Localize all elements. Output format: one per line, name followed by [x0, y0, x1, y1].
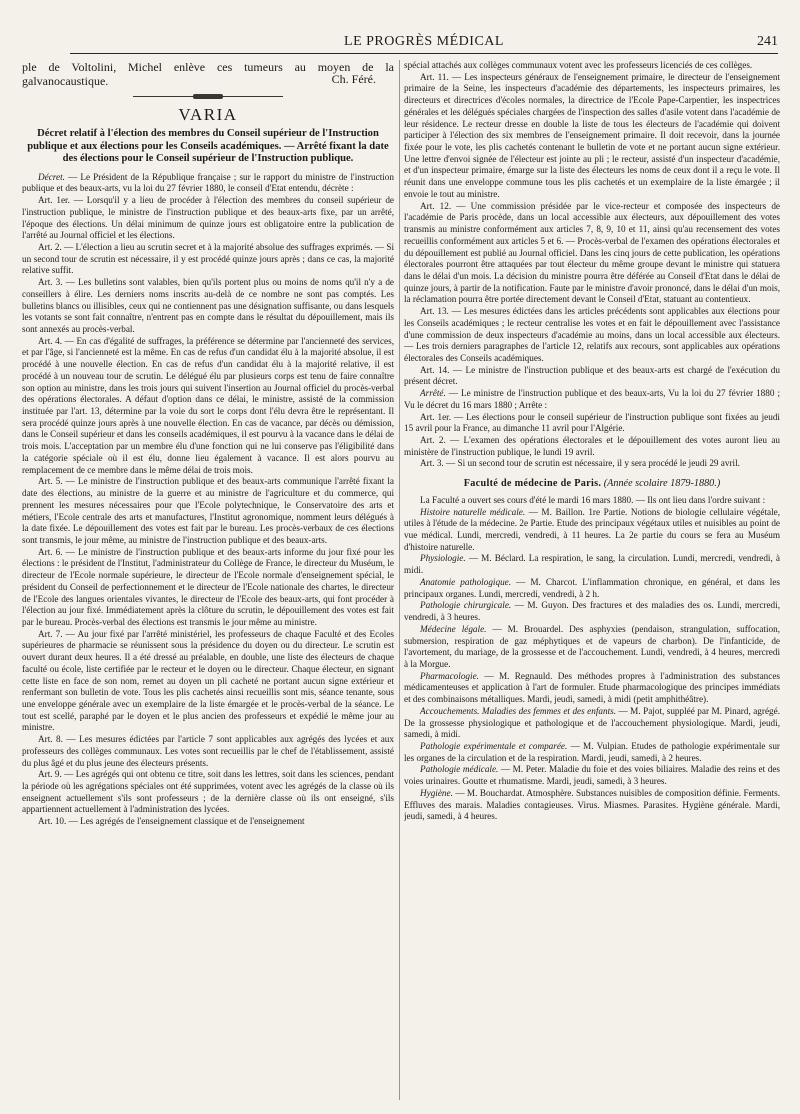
decree-continuation: spécial attachés aux collèges communaux votent avec les professeurs licenciés de ces collèges.: [404, 60, 753, 70]
course-item: [404, 577, 780, 600]
course-item: [404, 671, 780, 706]
section-divider-ornament: [133, 94, 283, 99]
course-text: — M. Guyon. Des fractures et des maladies des os. Lundi, mercredi, vendredi, à 3 heures.: [404, 600, 780, 623]
decree-article-7: Art. 7. — Au jour fixé par l'arrêté ministériel, les professeurs de chaque Faculté et des Ecoles supérieures de pharmacie se réunissent sous la présidence du doyen ou du directeur. Le scrutin est ouvert durant deux heures. Il a été dressé au préalable, en double, une liste des électeurs de chaque faculté ou école, liste certifiée par le recteur et le doyen ou le directeur. Chaque électeur, en signant cette liste en face de son nom, remet au doyen un pli cacheté ne portant aucun signe extérieur et renfermant son bulletin de vote. Tous les plis cachetés ainsi recueillis sont mis, séance tenante, sous une enveloppe générale avec un exemplaire de la liste émargée et le procès-verbal de la séance. Le tout est scellé, paraphé par le doyen et le plus ancien des professeurs et expédié le même jour au ministre.: [22, 628, 394, 733]
arrete-article-2: Art. 2. — L'examen des opérations électorales et le dépouillement des votes auront lieu au ministère de l'instruction publique, le lundi 19 avril.: [404, 435, 780, 457]
course-item: [404, 764, 780, 787]
course-item: [404, 706, 780, 741]
course-name: Anatomie pathologique.: [420, 576, 512, 587]
decree-article-13: Art. 13. — Les mesures édictées dans les articles précédents sont applicables aux élections pour les Conseils académiques ; le recteur centralise les votes et en fait le dépouillement avec l'assistance d'une commission de deux inspecteurs d'académie au moins, dans un local accessible aux électeurs. — Les trois derniers paragraphes de l'article 12, relatifs aux recours, sont applicables aux opérations électorales des Conseils académiques.: [404, 306, 780, 363]
course-name: Pathologie médicale.: [420, 764, 499, 775]
intro-signature: Ch. Féré.: [331, 72, 376, 86]
course-name: Pharmacologie.: [420, 670, 479, 681]
decree-lead-paragraph: [22, 172, 394, 195]
course-item: [404, 788, 780, 823]
arrete-article-3: Art. 3. — Si un second tour de scrutin est nécessaire, il y sera procédé le jeudi 29 avril.: [420, 458, 740, 469]
course-text: — M. Regnauld. Des méthodes propres à l'administration des substances médicamenteuses et application à l'art de formuler. Etude pharmacologique des principes immédiats et des combinaisons métalliques. Mardi, jeudi, samedi, à midi (petit amphithéâtre).: [404, 670, 780, 705]
journal-title: LE PROGRÈS MÉDICAL: [344, 34, 504, 49]
course-item: [404, 600, 780, 623]
decree-lead: Décret.: [38, 171, 65, 182]
right-column: [404, 60, 780, 1100]
decree-article-9: Art. 9. — Les agrégés qui ont obtenu ce titre, soit dans les lettres, soit dans les sciences, pendant la période où les agrégations spéciales ont été supprimées, votent avec les agrégés de la classe où ils enseignent actuellement s'ils sont professeurs ; de la dernière classe où ils ont enseigné, s'ils appartiennent actuellement à l'administration des lycées.: [22, 769, 394, 815]
course-name: Médecine légale.: [420, 623, 487, 634]
decree-article-6: Art. 6. — Le ministre de l'instruction publique et des beaux-arts informe du jour fixé pour les élections : le président de l'Institut, l'administrateur du Collège de France, le directeur du Muséum, le directeur de l'Ecole normale supérieure, le directeur de l'Ecole normale d'enseignement spécial, le président du Conseil de perfectionnement et le directeur de l'Ecole nationale des chartes, le directeur de l'Ecole des langues orientales vivantes, le directeur de l'Ecole des beaux-arts, qui font procéder à l'élection au jour fixé. Immédiatement après la clôture du scrutin, le dépouillement des votes est fait par le bureau. Procès-verbal des élections est transmis le jour même au ministre.: [22, 546, 394, 627]
course-name: Pathologie chirurgicale.: [420, 600, 512, 611]
course-name: Accouchements. Maladies des femmes et des enfants.: [420, 705, 617, 716]
course-name: Physiologie.: [420, 553, 466, 564]
decree-article-12: Art. 12. — Une commission présidée par le vice-recteur et composée des inspecteurs de l'académie de Paris procède, dans un local accessible aux électeurs, aux dépouillement des votes transmis au ministre conformément aux articles 7, 8, 9, 10 et 11, ainsi qu'au recensement des votes recueillis conformément aux articles 5 et 6. — Procès-verbal de l'examen des opérations électorales et du dépouillement est publié au Journal officiel. Dans les cinq jours de cette publication, les opérations électorales pourront être attaquées par tout électeur du même groupe devant le ministre qui statuera dans le délai d'un mois. La décision du ministre pourra être déférée au Conseil d'Etat dans le délai de quinze jours, à partir de la notification. Faute par le ministre d'avoir prononcé, dans le délai d'un mois, la réclamation pourra être portée directement devant le Conseil d'Etat, statuant au contentieux.: [404, 200, 780, 305]
decree-lead-text: — Le Président de la République française ; sur le rapport du ministre de l'instruction publique et des beaux-arts, vu la loi du 27 février 1880, le conseil d'Etat entendu, décrète :: [22, 171, 394, 194]
course-text: — M. Béclard. La respiration, le sang, la circulation. Lundi, mercredi, vendredi, à midi.: [404, 553, 780, 576]
decree-title: Décret relatif à l'élection des membres du Conseil supérieur de l'Instruction publique et aux élections pour les Conseils académiques. — Arrêté fixant la date des élections pour le Conseil supérieur de l'Instruction publique.: [27, 128, 389, 165]
decree-article-3: Art. 3. — Les bulletins sont valables, bien qu'ils portent plus ou moins de noms qu'il n'y a de conseillers à élire. Les derniers noms inscrits au-delà de ce nombre ne sont pas comptés. Les bulletins blancs ou illisibles, ceux qui ne contiennent pas une désignation suffisante, ou dans lesquels les votants se sont fait connaître, n'entrent pas en compte dans le résultat du dépouillement, mais ils sont annexés au procès-verbal.: [22, 277, 394, 334]
course-text: — M. Vulpian. Etudes de pathologie expérimentale sur les organes de la circulation et de la respiration. Mardi, jeudi, samedi, à 2 heures.: [404, 740, 780, 763]
course-text: — M. Brouardel. Des asphyxies (pendaison, strangulation, suffocation, submersion, respiration de gaz méphytiques et de vapeurs de charbon). De l'infanticide, de l'avortement, du mariage, de la grossesse et de l'accouchement. Lundi, vendredi, à 4 heures, mercredi à la Morgue.: [404, 623, 780, 669]
page-number: 241: [757, 34, 778, 49]
decree-article-11: Art. 11. — Les inspecteurs généraux de l'enseignement primaire, le directeur de l'enseignement primaire de la Seine, les inspecteurs d'académie des départements, les inspecteurs primaires, les directeurs et directrices d'écoles normales, la directrice de l'Ecole Pape-Carpentier, les inspectrices générales et les délégués spéciales chargées de l'inspection des salles d'asile votent dans l'académie de leur résidence. Le recteur dresse en double la liste de tous les électeurs de l'académie qui doivent participer à l'élection des six membres de l'enseignement primaire. Il doit recevoir, dans la journée fixée pour le vote, les plis cachetés contenant le bulletin de vote et ne portant aucun signe extérieur. Une lettre d'envoi signée de l'électeur est jointe au pli ; le recteur, assisté d'un inspecteur d'académie, et d'un inspecteur primaire, émarge sur la liste des électeurs les noms de ceux dont il a reçu le vote. Il réunit dans une enveloppe commune tous les plis cachetés et un exemplaire de la liste émargée ; il envoie le tout au ministre.: [404, 71, 780, 199]
decree-article-4: Art. 4. — En cas d'égalité de suffrages, la préférence se détermine par l'ancienneté des services, et par l'âge, si l'ancienneté est la même. En cas de refus d'un candidat élu à la majorité absolue, il est procédé à une nouvelle élection. En cas de refus d'un candidat élu à la majorité relative, il est procédé à un nouveau tour de scrutin. Le délégué élu par plusieurs corps est tenu de faire connaître son option au ministre, dans les trois jours qui suivent l'insertion au Journal officiel du procès-verbal des opérations électorales. A défaut d'option dans ce délai, le ministre, assisté de la commission instituée par l'art. 13, détermine par la voie du sort le corps dont l'élu devra être le représentant. Il sera procédé quinze jours après à une nouvelle élection. En cas de vacance, par décès ou démission, dans le Conseil supérieur et dans les conseils académiques, il est pourvu à la vacance dans le délai de trois mois. L'acceptation par un membre élu d'une fonction qui ne lui conserve pas l'éligibilité dans la catégorie spéciale où il est élu, donne lieu également à vacance. Il est alors pourvu au remplacement de ce membre dans le même délai de trois mois.: [22, 335, 394, 475]
running-head: [70, 34, 778, 54]
arrete-lead-paragraph: [404, 388, 780, 411]
course-name: Pathologie expérimentale et comparée.: [420, 740, 568, 751]
course-text: — M. Charcot. L'inflammation chronique, en général, et dans les principaux organes. Lundi, mercredi, vendredi, à 2 h.: [404, 576, 780, 599]
course-text: — M. Baillon. 1re Partie. Notions de biologie cellulaire végétale, utiles à l'étude de la médecine. 2e Partie. Etude des principaux végétaux utiles et nuisibles au point de vue médical. Lundi, mercredi, vendredi, à 11 heures. La 2e partie du cours se fera au Muséum d'histoire naturelle.: [404, 506, 780, 552]
decree-article-5: Art. 5. — Le ministre de l'instruction publique et des beaux-arts communique l'arrêté fixant la date des élections, au ministre de la guerre et au ministre de l'agriculture et du commerce, qui prennent les mesures nécessaires pour que l'Ecole polytechnique, le Conservatoire des arts et métiers, l'Ecole centrale des arts et manufactures, l'Institut agronomique, nomment leurs délégués à la date fixée. Le dépouillement des votes est fait par le bureau. Les procès-verbaux de ces élections sont transmis, le jour même, au ministre de l'instruction publique et des beaux-arts.: [22, 476, 394, 545]
course-item: [404, 624, 780, 671]
decree-article-1: Art. 1er. — Lorsqu'il y a lieu de procéder à l'élection des membres du conseil supérieur de l'instruction publique, le ministre de l'instruction publique et des beaux-arts fixe, par un arrêté, l'époque des élections. Un délai minimum de quinze jours est obligatoire entre la publication de l'arrêté au Journal officiel et les élections.: [22, 195, 394, 241]
section-title: VARIA: [178, 104, 238, 124]
left-column: [22, 60, 394, 1100]
course-item: [404, 741, 780, 764]
arrete-article-1: Art. 1er. — Les élections pour le conseil supérieur de l'instruction publique sont fixées au jeudi 15 avril pour la France, au dimanche 11 avril pour l'Algérie.: [404, 411, 780, 434]
faculty-title: Faculté de médecine de Paris.: [463, 478, 602, 490]
course-text: — M. Peter. Maladie du foie et des voies biliaires. Maladie des reins et des voies urinaires. Goutte et rhumatisme. Mardi, jeudi, samedi, à 3 heures.: [404, 764, 780, 787]
faculty-heading: [404, 478, 780, 490]
intro-text: ple de Voltolini, Michel enlève ces tumeurs au moyen de la galvanocaustique.: [22, 60, 394, 88]
decree-article-14: Art. 14. — Le ministre de l'instruction publique et des beaux-arts est chargé de l'exécution du présent décret.: [404, 364, 780, 387]
course-item: [404, 553, 780, 576]
course-text: — M. Bouchardat. Atmosphère. Substances nuisibles de composition définie. Ferments. Effluves des marais. Maladies contagieuses. Virus. Miasmes. Parasites. Hygiène générale. Mardi, jeudi, samedi, à 4 heures.: [404, 787, 780, 822]
decree-article-8: Art. 8. — Les mesures édictées par l'article 7 sont applicables aux agrégés des lycées et aux professeurs des collèges communaux. Les votes sont recueillis par le chef de l'établissement, assisté du plus âgé et du plus jeune des électeurs présents.: [22, 734, 394, 768]
course-name: Histoire naturelle médicale.: [420, 506, 526, 517]
column-divider: [399, 60, 400, 1100]
course-name: Hygiène.: [420, 787, 453, 798]
arrete-lead: Arrêté.: [420, 388, 446, 399]
arrete-lead-text: — Le ministre de l'instruction publique et des beaux-arts, Vu la loi du 27 février 1880 ; Vu le décret du 16 mars 1880 ; Arrête :: [404, 388, 780, 410]
course-item: [404, 507, 780, 554]
faculty-intro: La Faculté a ouvert ses cours d'été le mardi 16 mars 1880. — Ils ont lieu dans l'ordre suivant :: [420, 494, 766, 505]
decree-article-2: Art. 2. — L'élection a lieu au scrutin secret et à la majorité absolue des suffrages exprimés. — Si un second tour de scrutin est nécessaire, il y est procédé quinze jours après ; dans ce cas, la majorité relative suffit.: [22, 241, 394, 276]
faculty-year: (Année scolaire 1879-1880.): [603, 478, 721, 490]
course-list: [404, 507, 780, 823]
decree-article-10: Art. 10. — Les agrégés de l'enseignement classique et de l'enseignement: [38, 816, 305, 827]
course-text: — M. Pajot, suppléé par M. Pinard, agrégé. De la grossesse physiologique et pathologique et de l'accouchement physiologique. Mardi, jeudi, samedi, à midi.: [404, 705, 780, 740]
